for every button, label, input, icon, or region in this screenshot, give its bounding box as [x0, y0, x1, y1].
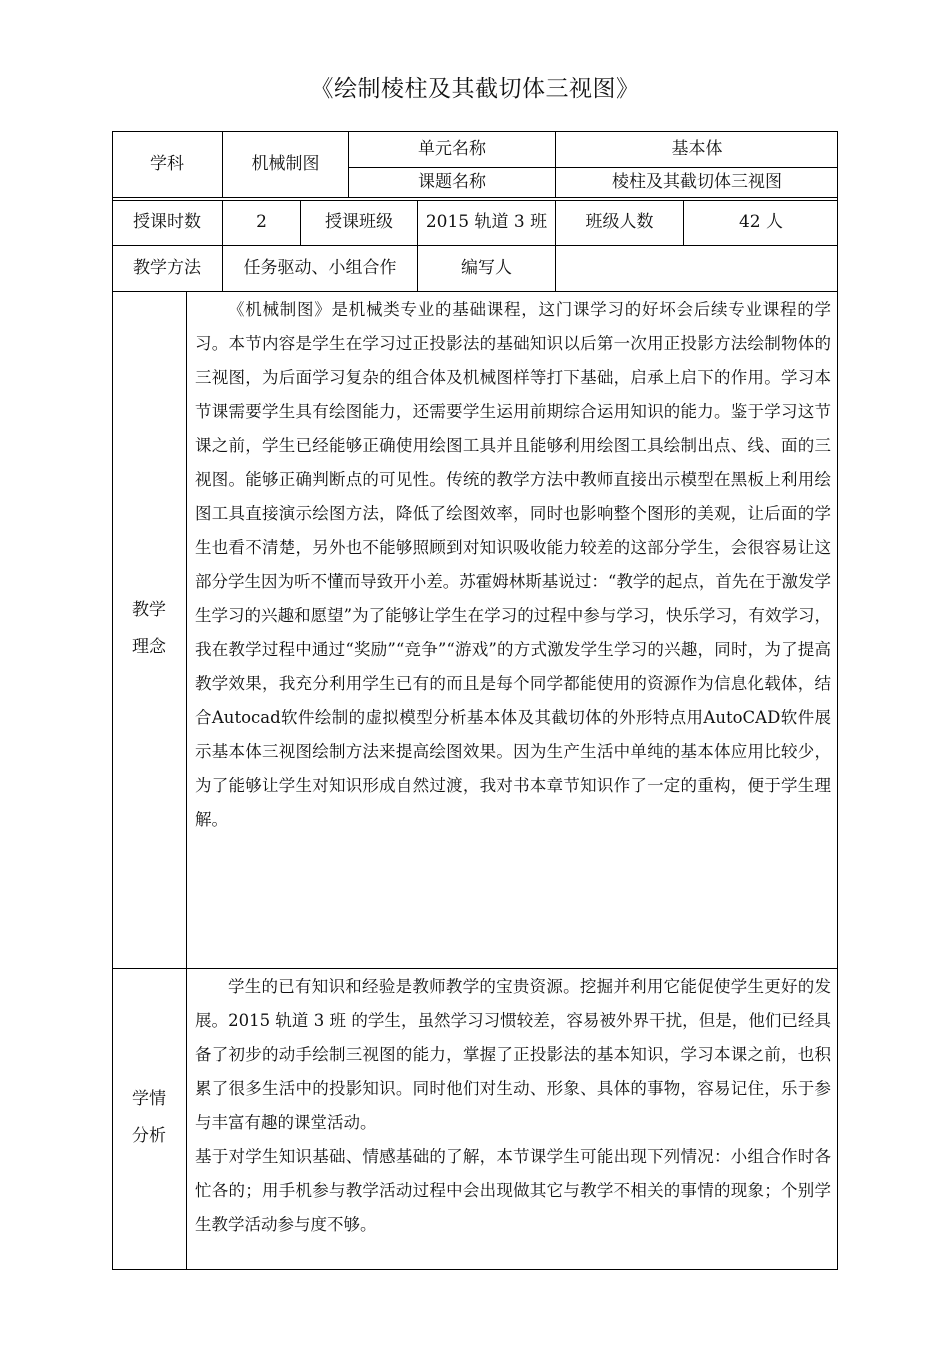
class-value: 2015 轨道 3 班	[425, 212, 548, 233]
unit-value: 基本体	[671, 138, 723, 159]
analysis-paragraph-1: 学生的已有知识和经验是教师教学的宝贵资源。挖掘并利用它能促使学生更好的发展。2015 轨道 3 班 的学生，虽然学习习惯较差，容易被外界干扰，但是，他们已经具备了初步的动手绘制三视图的能力，掌握了正投影法的基本知识，学习本课之前，也积累了很多生活中的投影知识。同时他们对生动、形象、具体的事物，容易记住，乐于参与丰富有趣的课堂活动。	[195, 977, 831, 1132]
philosophy-text-block	[195, 293, 831, 837]
subject-label: 学科	[150, 154, 184, 175]
method-value: 任务驱动、小组合作	[243, 257, 397, 278]
philosophy-label-line2: 理念	[132, 637, 166, 657]
count-label: 班级人数	[585, 212, 654, 233]
philosophy-label-line1: 教学	[132, 600, 166, 620]
analysis-label-line2: 分析	[132, 1126, 166, 1146]
analysis-label	[112, 1081, 186, 1155]
hours-value: 2	[256, 212, 267, 233]
analysis-text-block	[195, 970, 831, 1242]
topic-value: 棱柱及其截切体三视图	[612, 172, 782, 193]
hours-label: 授课时数	[133, 212, 201, 233]
philosophy-label	[112, 592, 186, 666]
unit-label: 单元名称	[418, 138, 486, 159]
philosophy-paragraph: 《机械制图》是机械类专业的基础课程，这门课学习的好坏会后续专业课程的学习。本节内容是学生在学习过正投影法的基础知识以后第一次用正投影方法绘制物体的三视图，为后面学习复杂的组合体及机械图样等打下基础，启承上启下的作用。学习本节课需要学生具有绘图能力，还需要学生运用前期综合运用知识的能力。鉴于学习这节课之前，学生已经能够正确使用绘图工具并且能够利用绘图工具绘制出点、线、面的三视图。能够正确判断点的可见性。传统的教学方法中教师直接出示模型在黑板上利用绘图工具直接演示绘图方法，降低了绘图效率，同时也影响整个图形的美观，让后面的学生也看不清楚，另外也不能够照顾到对知识吸收能力较差的这部分学生，会很容易让这部分学生因为听不懂而导致开小差。苏霍姆林斯基说过：“教学的起点，首先在于激发学生学习的兴趣和愿望”为了能够让学生在学习的过程中参与学习，快乐学习，有效学习，我在教学过程中通过“奖励”“竞争”“游戏”的方式激发学生学习的兴趣，同时，为了提高教学效果，我充分利用学生已有的而且是每个同学都能使用的资源作为信息化载体，结合Autocad软件绘制的虚拟模型分析基本体及其截切体的外形特点用AutoCAD软件展示基本体三视图绘制方法来提高绘图效果。因为生产生活中单纯的基本体应用比较少，为了能够让学生对知识形成自然过渡，我对书本章节知识作了一定的重构，便于学生理解。	[195, 300, 831, 829]
analysis-paragraph-2: 基于对学生知识基础、情感基础的了解，本节课学生可能出现下列情况：小组合作时各忙各的；用手机参与教学活动过程中会出现做其它与教学不相关的事情的现象；个别学生教学活动参与度不够。	[195, 1147, 831, 1234]
page-title: 《绘制棱柱及其截切体三视图》	[310, 76, 640, 102]
author-value	[556, 245, 838, 291]
author-label: 编写人	[461, 257, 512, 278]
row-divider	[112, 968, 838, 969]
method-label: 教学方法	[133, 257, 201, 278]
class-label: 授课班级	[325, 212, 393, 233]
topic-label: 课题名称	[418, 172, 486, 193]
count-value: 42 人	[738, 212, 784, 233]
row-divider	[112, 291, 838, 292]
col-divider	[186, 291, 187, 1270]
subject-value: 机械制图	[251, 154, 320, 175]
analysis-label-line1: 学情	[132, 1089, 166, 1109]
